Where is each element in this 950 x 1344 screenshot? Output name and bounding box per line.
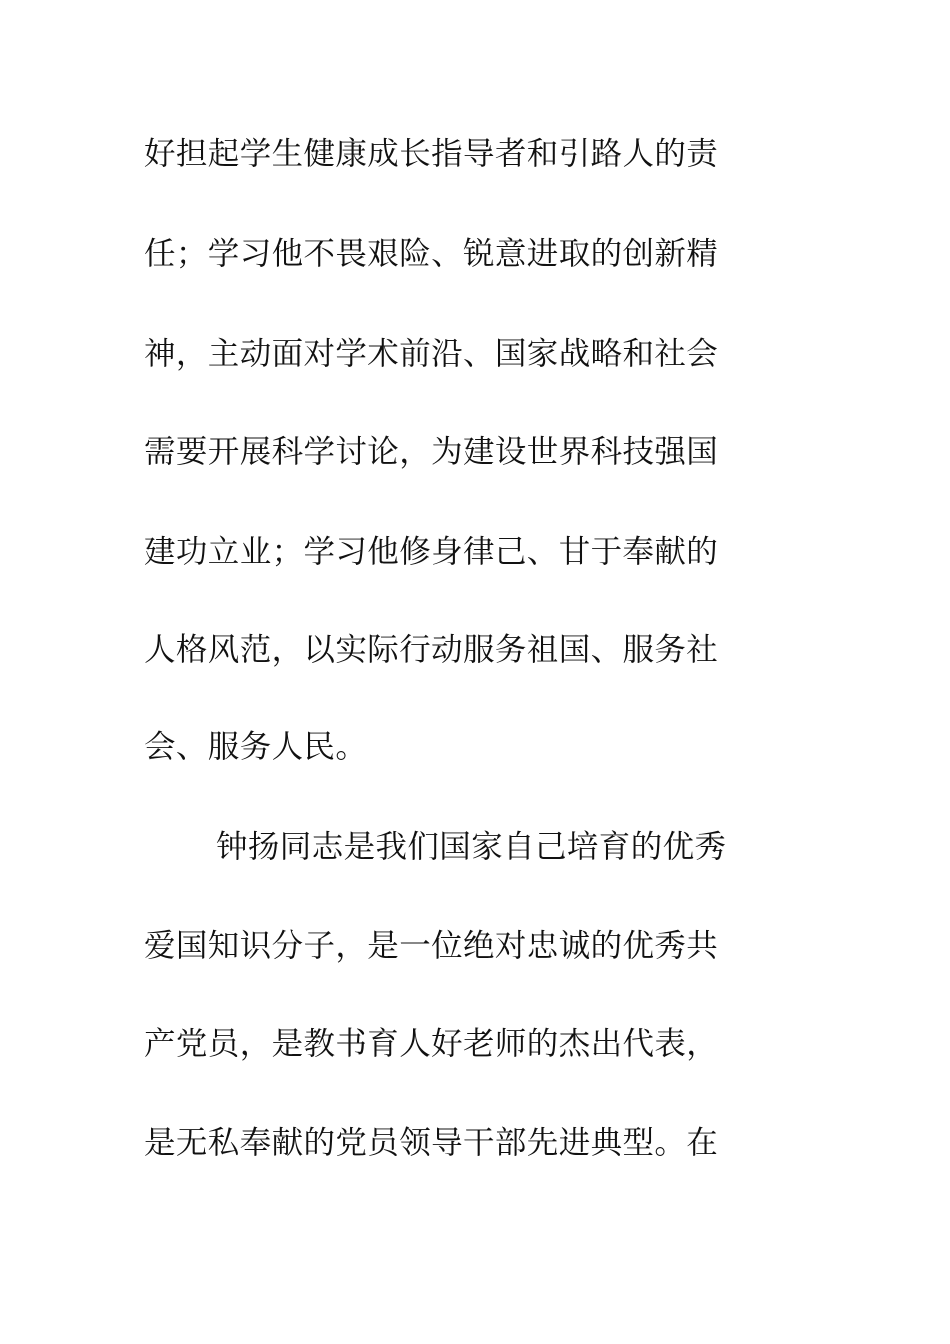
text-line-5: 建功立业；学习他修身律己、甘于奉献的 [144,534,719,570]
text-line-2: 任；学习他不畏艰险、锐意进取的创新精 [144,236,719,272]
text-line-11: 是无私奉献的党员领导干部先进典型。在 [144,1125,719,1161]
text-line-6: 人格风范，以实际行动服务祖国、服务社 [144,632,719,668]
text-line-7: 会、服务人民。 [144,729,368,765]
text-line-10: 产党员，是教书育人好老师的杰出代表， [144,1026,719,1062]
text-line-1: 好担起学生健康成长指导者和引路人的责 [144,136,719,172]
paragraph-start-line: 钟扬同志是我们国家自己培育的优秀 [216,829,727,865]
text-line-9: 爱国知识分子，是一位绝对忠诚的优秀共 [144,928,719,964]
text-line-4: 需要开展科学讨论，为建设世界科技强国 [144,434,719,470]
text-line-3: 神，主动面对学术前沿、国家战略和社会 [144,336,719,372]
